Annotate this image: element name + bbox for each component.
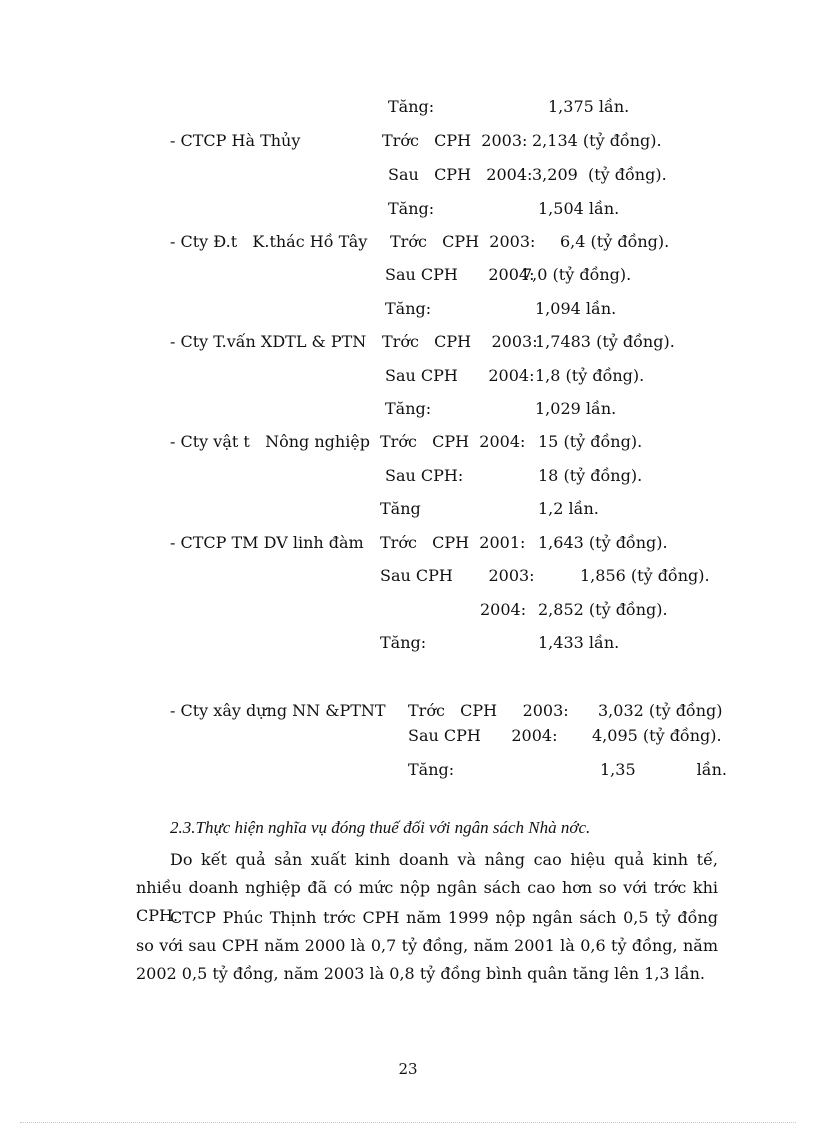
paragraph: CTCP Phúc Thịnh trớc CPH năm 1999 nộp ngân sách 0,5 tỷ đồng so với sau CPH năm 2000 là 0,7 tỷ đồng, năm 2001 là 0,6 tỷ đồng, năm 2002 0,5 tỷ đồng, năm 2003 là 0,8 tỷ đồng bình quân tăng lên 1,3 lần. — [136, 908, 718, 983]
increase-label: Tăng: — [408, 760, 455, 779]
increase-label: Tăng: — [385, 399, 432, 418]
after-label: Sau CPH 2003: — [380, 566, 535, 585]
increase-value: 1,375 lần. — [548, 97, 630, 116]
increase-label: Tăng: — [380, 633, 427, 652]
year-label: 2004: — [480, 600, 527, 619]
before-label: Trớc CPH 2003: — [408, 701, 569, 720]
after-label: Sau CPH 2004: — [388, 165, 533, 184]
after-value: 18 (tỷ đồng). — [538, 466, 643, 485]
before-label: Trớc CPH 2003: — [382, 131, 528, 150]
year-value: 2,852 (tỷ đồng). — [538, 600, 668, 619]
company-name: - Cty T.vấn XDTL & PTN — [170, 332, 367, 351]
after-label: Sau CPH 2004: — [408, 726, 558, 745]
company-name: - Cty vật t Nông nghiệp — [170, 432, 371, 451]
increase-label: Tăng: — [385, 299, 432, 318]
after-label: Sau CPH: — [385, 466, 464, 485]
increase-label: Tăng — [380, 499, 421, 518]
before-value: 3,032 (tỷ đồng) — [598, 701, 723, 720]
increase-label: Tăng: — [388, 97, 435, 116]
after-value: 1,856 (tỷ đồng). — [580, 566, 710, 585]
increase-value: 1,35 lần. — [600, 760, 727, 779]
company-name: - Cty xây dựng NN &PTNT — [170, 701, 386, 720]
before-value: 1,7483 (tỷ đồng). — [535, 332, 675, 351]
before-label: Trớc CPH 2001: — [380, 533, 526, 552]
increase-label: Tăng: — [388, 199, 435, 218]
paragraph: Do kết quả sản xuất kinh doanh và nâng cao hiệu quả kinh tế, nhiều doanh nghiệp đã có mức nộp ngân sách cao hơn so với trớc khi CPH. — [136, 850, 718, 925]
before-label: Trớc CPH 2003: — [390, 232, 536, 251]
company-name: - CTCP TM DV linh đàm — [170, 533, 364, 552]
after-value: 4,095 (tỷ đồng). — [592, 726, 722, 745]
before-label: Trớc CPH 2003: — [382, 332, 538, 351]
increase-value: 1,094 lần. — [535, 299, 617, 318]
after-value: 1,8 (tỷ đồng). — [535, 366, 645, 385]
increase-value: 1,029 lần. — [535, 399, 617, 418]
before-value: 1,643 (tỷ đồng). — [538, 533, 668, 552]
before-value: 15 (tỷ đồng). — [538, 432, 643, 451]
increase-value: 1,504 lần. — [538, 199, 620, 218]
before-value: 6,4 (tỷ đồng). — [560, 232, 670, 251]
after-value: 7,0 (tỷ đồng). — [522, 265, 632, 284]
after-label: Sau CPH 2004: — [385, 366, 535, 385]
before-label: Trớc CPH 2004: — [380, 432, 526, 451]
company-name: - CTCP Hà Thủy — [170, 131, 301, 150]
increase-value: 1,433 lần. — [538, 633, 620, 652]
increase-value: 1,2 lần. — [538, 499, 599, 518]
company-name: - Cty Đ.t K.thác Hồ Tây — [170, 232, 368, 251]
before-value: 2,134 (tỷ đồng). — [532, 131, 662, 150]
after-value: 3,209 (tỷ đồng). — [532, 165, 667, 184]
page-number: 23 — [398, 1060, 418, 1078]
after-label: Sau CPH 2004: — [385, 265, 535, 284]
section-heading: 2.3.Thực hiện nghĩa vụ đóng thuế đối với ngân sách Nhà nớc. — [170, 818, 591, 837]
